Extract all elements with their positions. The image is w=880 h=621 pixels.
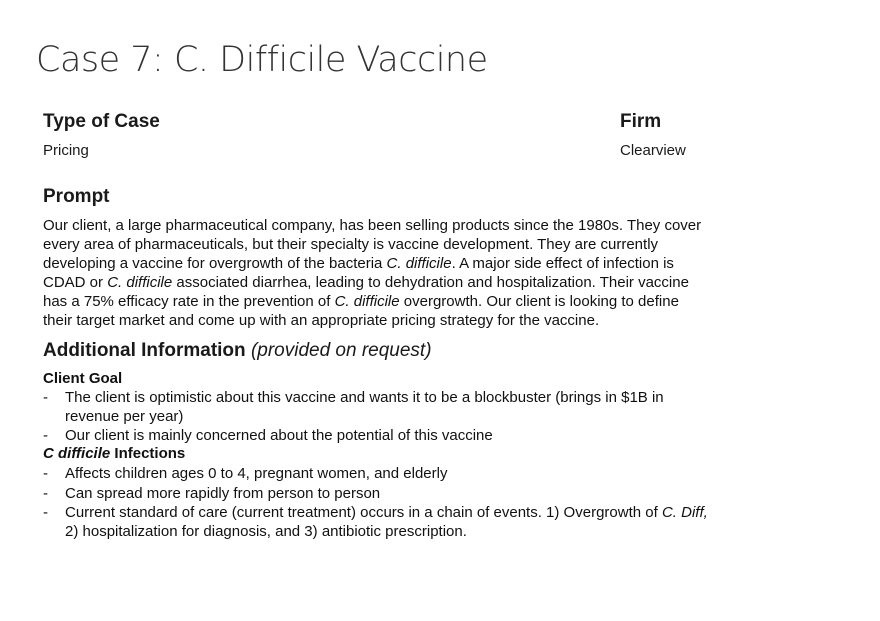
list-item: - Can spread more rapidly from person to person <box>43 485 381 502</box>
bacteria-name: C. difficile <box>107 274 173 291</box>
prompt-line: Our client, a large pharmaceutical company, has been selling products since the 1980s. They cover <box>43 217 702 234</box>
prompt-line: CDAD or C. difficile associated diarrhea, leading to dehydration and hospitalization. Their vaccine <box>43 274 689 291</box>
additional-info-note: (provided on request) <box>250 340 432 361</box>
bacteria-name: C. Diff, <box>661 504 708 521</box>
firm-value: Clearview <box>620 142 686 159</box>
type-of-case-value: Pricing <box>43 142 89 159</box>
list-item: - Current standard of care (current treatment) occurs in a chain of events. 1) Overgrowth of C. Diff, 2) hospitalization for diagnosis, and 3) antibiotic prescription. <box>43 504 708 540</box>
list-item: - The client is optimistic about this vaccine and wants it to be a blockbuster (brings in $1B in revenue per year) <box>43 389 664 425</box>
bullet-dash: - <box>43 504 48 521</box>
prompt-line: every area of pharmaceuticals, but their specialty is vaccine development. They are currently <box>43 236 659 253</box>
prompt-body <box>43 216 773 330</box>
bacteria-name: C. difficile <box>386 255 452 272</box>
bullet-dash: - <box>43 485 48 502</box>
prompt-heading: Prompt <box>43 186 110 207</box>
prompt-line: their target market and come up with an appropriate pricing strategy for the vaccine. <box>43 312 600 329</box>
firm-label: Firm <box>620 111 662 132</box>
bullet-dash: - <box>43 427 48 444</box>
page-title: Case 7: C. Difficile Vaccine <box>36 40 488 80</box>
list-item: - Affects children ages 0 to 4, pregnant women, and elderly <box>43 465 448 482</box>
bacteria-name: C. difficile <box>334 293 400 310</box>
list-item: - Our client is mainly concerned about the potential of this vaccine <box>43 427 493 444</box>
additional-info-heading: Additional Information (provided on request) <box>43 340 432 361</box>
prompt-line: has a 75% efficacy rate in the prevention of C. difficile overgrowth. Our client is looking to define <box>43 293 679 310</box>
prompt-line: developing a vaccine for overgrowth of the bacteria C. difficile. A major side effect of infection is <box>43 255 674 272</box>
bullet-dash: - <box>43 389 48 406</box>
infections-heading: C difficile Infections <box>43 445 186 462</box>
client-goal-heading: Client Goal <box>43 370 123 387</box>
bullet-dash: - <box>43 465 48 482</box>
type-of-case-label: Type of Case <box>43 111 160 132</box>
